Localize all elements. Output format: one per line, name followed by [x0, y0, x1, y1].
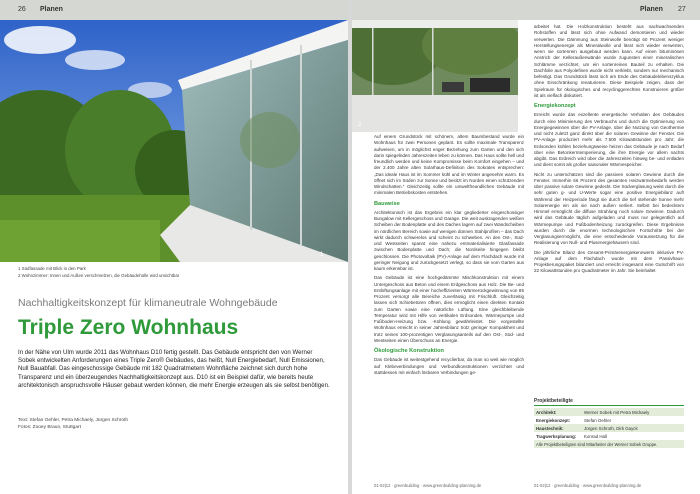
right-column-1	[374, 134, 524, 379]
left-page-number: 26	[18, 6, 26, 13]
left-page-header	[0, 0, 348, 20]
facts-value: Jürgen Schroth, Dirk Gayck	[582, 424, 684, 432]
photo-marker-1: 1	[320, 252, 324, 258]
col1-intro: Auf einem Grundstück mit schönem, altem Baumbestand wurde ein Wohnhaus für zwei Personen geplant. Es sollte maximale Transparenz aufweisen, um in möglichst enger Beziehung zum Garten und den sich darin spiegelnden Jahreszeiten leben zu können. Das Haus sollte hell und freundlich werden und keine Kompromisse beim Komfort eingehen – und der 2.400 Jahre alten Solarhaus-Definition des Sokrates entsprechen: „Das ideale Haus ist im Sommer kühl und im Winter angenehm warm. Es öffnet sich im Süden zur Sonne und besitzt im Norden einen schützenden Windschatten.“ Gleichzeitig sollte ein umweltfreundliches Gebäude mit minimalen Betriebskosten entstehen.	[374, 134, 524, 196]
article-subtitle: Nachhaltigkeitskonzept für klimaneutrale Wohngebäude	[18, 297, 278, 309]
article-credits	[18, 418, 128, 431]
heading-oekologische-konstruktion: Ökologische Konstruktion	[374, 348, 444, 354]
heading-bauweise: Bauweise	[374, 200, 400, 207]
caption-1: 1 Südfassade mit Blick in den Park	[18, 266, 86, 271]
table-row	[534, 424, 684, 432]
facts-key: Architekt:	[534, 408, 582, 416]
col1-p2: Das Gebäude ist eine hochgedämmte Mischkonstruktion mit einem Untergeschoss aus Beton und einem Erdgeschoss aus Holz. Die Be- und Entlüftungsanlage mit einer hocheffizienten Wärmerückgewinnung von 85 Prozent versorgt alle Bereiche zuverlässig mit Frischluft. Gleichzeitig lassen sich Schiebetüren öffnen, dies ermöglicht einen direkten Kontakt zum Garten sowie eine natürliche Lüftung. Eine gleichbleibende Temperatur wird mit Hilfe von vertikalen Erdsonden, Wärmepumpe und Fußboden-Heizung bzw. -Kühlung gewährleistet. Die vorgestellte Wohnhaus erreicht in seiner Jahresbilanz trotz geringer Kompaktheit und trotz seines 100-prozentigen Verglasungsanteils auf den Ost-, Süd- und Westseiten einen Überschuss an Energie.	[374, 275, 524, 343]
caption-2: 2 Wohnzimmer: Innen und Außen verschmelzen, die Gebäudehülle wird unsichtbar	[18, 273, 180, 278]
table-row	[534, 432, 684, 440]
interior-photo	[352, 20, 518, 132]
house-photo	[0, 20, 348, 262]
col1-p3: Das Gebäude ist weitestgehend recyclierbar, da man so weit wie möglich auf Klebeverbindungen und Verbundkonstruktionen verzichtet und stattdessen mit einfach lösbaren Verbindungen ge-	[374, 357, 524, 375]
facts-key: Energiekonzept:	[534, 416, 582, 424]
right-page-number: 27	[678, 6, 686, 13]
col2-p1: arbeitet hat. Die Holzkonstruktion besteht aus nachwachsenden Rohstoffen und lässt sich ohne Aufwand demontieren und wieder verwerten. Die Dämmung aus Steinwolle benötigt 60 Prozent weniger Herstellungsenergie als Mineralwolle und lässt sich wieder verwerten, wenn sie sortenrein ausgebaut werden kann. Auf einen bituminösen Anstrich der Kelleraußenwände wurde zugunsten einer mineralischen Schlämme verzichtet, um ein sortenreines Bauteil zu erhalten. Die Dachfolie aus Polyolefinen wurde nicht verklebt, sondern nur mechanisch befestigt. Das Grundstück lässt sich am Ende des Gebäudelebenszyklus ohne Einschränkung renaturieren. Diese Beispiele zeigen, dass der Spielraum für ökologisches und recyclinggerechtes Konstruieren größer ist als vielfach diskutiert.	[534, 24, 684, 98]
right-page-header	[352, 0, 700, 20]
col2-p2: Erreicht wurde das exzellente energetische Verhalten des Gebäudes durch eine Minimierung des Verbrauchs und durch die Optimierung von Energiegewinnen über die PV-Anlage, über die Nutzung von Geothermie und nicht zuletzt ganz direkt über die solaren Gewinne der Fenster. Die PV-Anlage produziert mehr als 7.500 Kilowattstunden pro Jahr; die Erdsonden kühlen beziehungsweise heizen das Gebäude je nach Bedarf über eine Betonkerntemperierung, die ihre Energie vor allem nachts abgibt. Das Erdreich wird über die Jahreszeiten hinweg be- und entladen und dient somit als großer saisonaler Wärmespeicher.	[534, 112, 684, 168]
right-footer-left: 01-02|12 · greenbuilding · www.greenbuilding-planning.de	[374, 483, 482, 488]
photo-marker-2: 2	[358, 122, 362, 128]
col2-p4: Die jährliche Bilanz des Gesamt-Primärenergiekennwerts inklusive PV-Anlage auf dem Flachdach wurde mit dem Passivhaus-Projektierungspaket bilanziert und erreicht insgesamt eine Gutschrift von 22 Kilowattstunden pro Quadratmeter im Jahr. Sie beinhaltet	[534, 249, 684, 274]
facts-table	[534, 408, 684, 440]
article-title: Triple Zero Wohnhaus	[18, 316, 239, 339]
table-row	[534, 408, 684, 416]
facts-value: Werner Sobek mit Petra Michaely	[582, 408, 684, 416]
credits-photo: Fotos: Zooey Braun, Stuttgart	[18, 424, 81, 430]
facts-key: Tragwerksplanung:	[534, 432, 582, 440]
heading-energiekonzept: Energiekonzept	[534, 103, 576, 109]
facts-note: Alle Projektbeteiligten sind Mitarbeiter der Werner Sobek Gruppe.	[534, 440, 684, 448]
right-section-label: Planen	[640, 6, 663, 13]
project-facts-box	[534, 398, 684, 448]
article-lead: In der Nähe von Ulm wurde 2011 das Wohnhaus D10 fertig gestellt. Das Gebäude entspricht den von Werner Sobek entwickelten Anforderungen eines Triple Zero® Gebäudes, das heißt, Null Energiebedarf, Null Emissionen, Null Bauabfall. Das eingeschossige Gebäude mit 182 Quadratmetern Wohnfläche zeichnet sich durch hohe Transparenz und ein überzeugendes Nachhaltigkeitskonzept aus. D10 ist ein Beispiel dafür, wie bereits heute architektonisch anspruchsvolle Häuser gebaut werden können, die mehr Energie erzeugen als sie selbst benötigen.	[18, 349, 330, 389]
facts-value: Stefan Oehler	[582, 416, 684, 424]
facts-title: Projektbeteiligte	[534, 398, 684, 406]
col1-p1: Architektonisch ist das Ergebnis ein klar gegliederter eingeschossiger Bungalow mit Kellergeschoss und Garage. Die weit auskragenden weißen Scheiben der Bodenplatte und des Daches lagern auf zwei Wandscheiben im nördlichen Bereich sowie auf wenigen dünnen Stahlprofilen – das Dach wirkt dadurch schwerelos und scheint zu schweben. An den Ost-, Süd- und Westseiten spannt eine nahezu entmaterialisierte Glasfassade zwischen Bodenplatte und Dach; die Nordseite hingegen bleibt geschlossen. Die Photovoltaik (PV)-Anlage auf dem Flachdach wurde mit geringer Neigung und zurückgesetzt verlegt, so dass sie vom Garten aus kaum erkennbar ist.	[374, 209, 524, 271]
left-section-label: Planen	[40, 6, 63, 13]
left-page	[0, 0, 348, 494]
right-footer-right: 01-02|12 · greenbuilding · www.greenbuilding-planning.de	[534, 483, 642, 488]
credits-text: Text: Stefan Oehler, Petra Michaely, Jürgen Schroth	[18, 418, 129, 423]
col2-p3: Nicht zu unterschätzen sind die passiven solaren Gewinne durch die Fenster. Immerhin 66 Prozent des gesamten Heizwärmebedarfs werden über passive solare Gewinne gedeckt. Die Südverglasung weist durch die sehr guten g- und U-Werte sogar eine positive Energiebilanz auf! Während der Heizperiode fängt sie durch die tief stehende Sonne mehr Solarenergie ein als sie nach außen verliert. Selbst bei bedecktem Himmel ermöglicht die diffuse Strahlung noch solare Gewinne. Dadurch wird das Gebäude täglich aufgeladen und muss nur gelegentlich auf Wärmepumpe und Fußbodenheizung zurückgreifen. Diese Ergebnisse wurden durch die enormen technologischen Fortschritte bei der Verglasungsermöglicht, die eine entscheidende Voraussetzung für die Realisierung von Null- und Plusenergiehäusern sind.	[534, 171, 684, 246]
table-row	[534, 416, 684, 424]
right-page	[352, 0, 700, 494]
facts-value: Konrad Hall	[582, 432, 684, 440]
right-column-2	[534, 24, 684, 278]
facts-key: Haustechnik:	[534, 424, 582, 432]
